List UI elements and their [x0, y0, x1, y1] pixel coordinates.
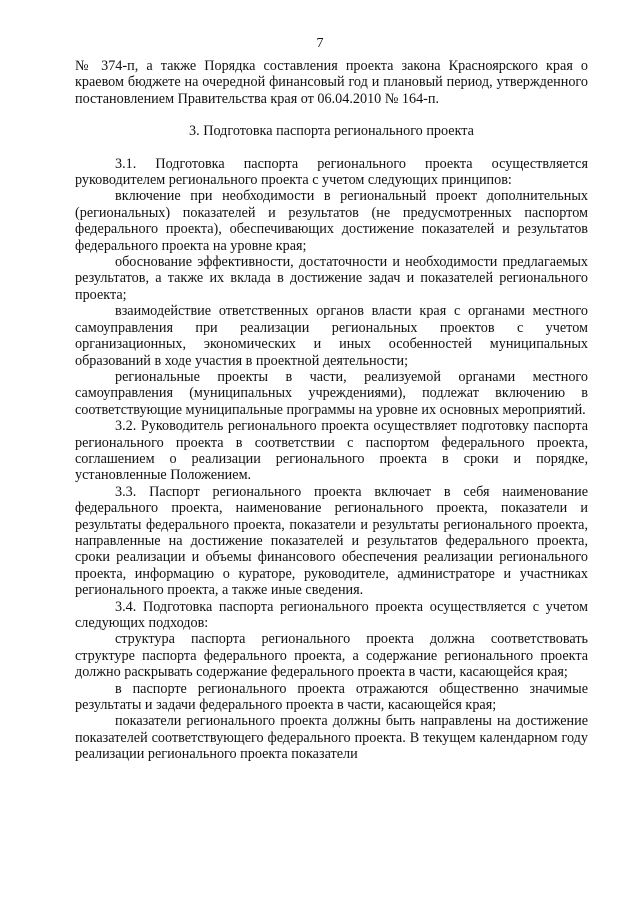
paragraph-3-2: 3.2. Руководитель регионального проекта осуществляет подготовку паспорта регионального проекта в соответствии с паспортом федерального проекта, соглашением о реализации регионального проекта в сроки и порядке, установленные Положением. [75, 418, 588, 484]
principle-item: региональные проекты в части, реализуемой органами местного самоуправления (муниципальных учреждениями), подлежат включению в соответствующие муниципальные программы на уровне их основных мероприятий. [75, 368, 588, 418]
approach-item: показатели регионального проекта должны быть направлены на достижение показателей соответствующего федерального проекта. В текущем календарном году реализации регионального проекта показатели [75, 713, 588, 763]
document-body [75, 58, 588, 763]
principle-item: обоснование эффективности, достаточности и необходимости предлагаемых результатов, а также их вклада в достижение задач и показателей регионального проекта; [75, 254, 588, 303]
principle-item: включение при необходимости в региональный проект дополнительных (региональных) показателей и результатов (не предусмотренных паспортом федерального проекта), обеспечивающих достижение показателей и результатов федерального проекта на уровне края; [75, 188, 588, 254]
approach-item: в паспорте регионального проекта отражаются общественно значимые результаты и задачи федерального проекта в части, касающейся края; [75, 680, 588, 714]
principle-item: взаимодействие ответственных органов власти края с органами местного самоуправления при реализации региональных проектов с учетом организационных, экономических и иных особенностей муниципальных образований в ходе участия в проектной деятельности; [75, 303, 588, 369]
section-heading: 3. Подготовка паспорта регионального проекта [189, 123, 474, 140]
intro-paragraph: № 374-п, а также Порядка составления проекта закона Красноярского края о краевом бюджете на очередной финансовый год и плановый период, утвержденного постановлением Правительства края от 06.04.2010 № 164-п. [75, 58, 588, 107]
paragraph-3-4: 3.4. Подготовка паспорта регионального проекта осуществляется с учетом следующих подходов: [75, 598, 588, 631]
paragraph-3-1: 3.1. Подготовка паспорта регионального проекта осуществляется руководителем регионального проекта с учетом следующих принципов: [75, 155, 588, 189]
page-number: 7 [316, 36, 324, 51]
paragraph-3-3: 3.3. Паспорт регионального проекта включает в себя наименование федерального проекта, наименование регионального проекта, показатели и результаты федерального проекта, показатели и результаты регионального проекта, направленные на достижение показателей и результатов федерального проекта, сроки реализации и объемы финансового обеспечения реализации регионального проекта, информацию о кураторе, руководителе, администраторе и участниках регионального проекта, а также иные сведения. [75, 483, 588, 599]
approach-item: структура паспорта регионального проекта должна соответствовать структуре паспорта федерального проекта, а содержание регионального проекта должно раскрывать содержание федерального проекта в части, касающейся края; [75, 631, 588, 681]
